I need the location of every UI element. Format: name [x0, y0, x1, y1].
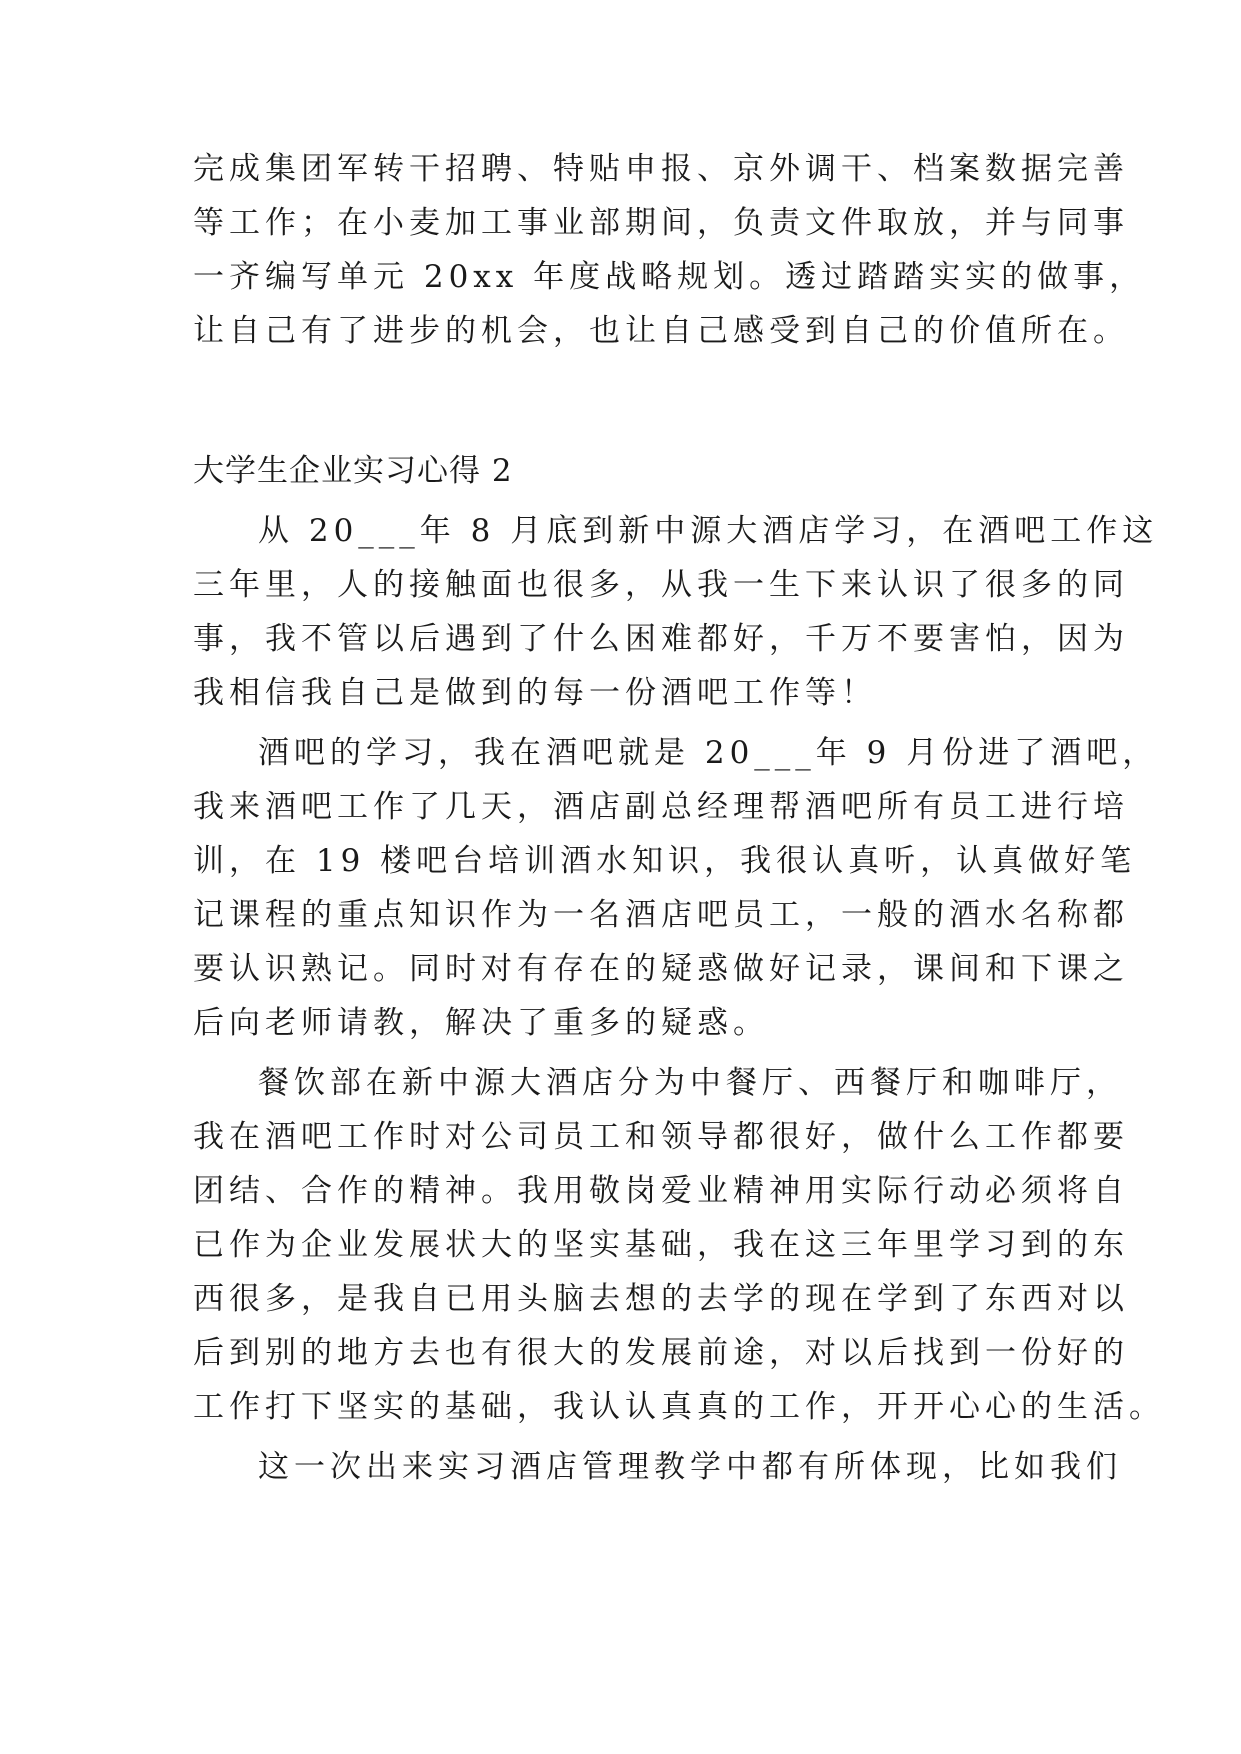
paragraph-line: 从 20___年 8 月底到新中源大酒店学习，在酒吧工作这	[258, 513, 1159, 549]
paragraph-line: 工作打下坚实的基础，我认认真真的工作，开开心心的生活。	[193, 1389, 1165, 1425]
paragraph-line: 后向老师请教，解决了重多的疑惑。	[193, 1005, 769, 1041]
paragraph-line: 记课程的重点知识作为一名酒店吧员工，一般的酒水名称都	[193, 897, 1129, 933]
paragraph-line: 事，我不管以后遇到了什么困难都好，千万不要害怕，因为	[193, 621, 1129, 657]
paragraph-line: 已作为企业发展状大的坚实基础，我在这三年里学习到的东	[193, 1227, 1129, 1263]
intro-line: 一齐编写单元 20xx 年度战略规划。透过踏踏实实的做事，	[193, 259, 1146, 295]
paragraph-line: 西很多，是我自已用头脑去想的去学的现在学到了东西对以	[193, 1281, 1129, 1317]
paragraph-line: 我在酒吧工作时对公司员工和领导都很好，做什么工作都要	[193, 1119, 1129, 1155]
paragraph-line: 团结、合作的精神。我用敬岗爱业精神用实际行动必须将自	[193, 1173, 1129, 1209]
intro-line: 等工作；在小麦加工事业部期间，负责文件取放，并与同事	[193, 205, 1129, 241]
paragraph-line: 酒吧的学习，我在酒吧就是 20___年 9 月份进了酒吧，	[258, 735, 1159, 771]
paragraph-line: 我相信我自己是做到的每一份酒吧工作等！	[193, 675, 877, 711]
paragraph-line: 我来酒吧工作了几天，酒店副总经理帮酒吧所有员工进行培	[193, 789, 1129, 825]
paragraph-line: 三年里，人的接触面也很多，从我一生下来认识了很多的同	[193, 567, 1129, 603]
intro-line: 让自己有了进步的机会，也让自己感受到自己的价值所在。	[193, 313, 1129, 349]
paragraph-line: 训，在 19 楼吧台培训酒水知识，我很认真听，认真做好笔	[193, 843, 1137, 879]
section-title: 大学生企业实习心得 2	[193, 453, 513, 489]
paragraph-line: 这一次出来实习酒店管理教学中都有所体现，比如我们	[258, 1449, 1122, 1485]
paragraph-line: 餐饮部在新中源大酒店分为中餐厅、西餐厅和咖啡厅，	[258, 1065, 1122, 1101]
intro-line: 完成集团军转干招聘、特贴申报、京外调干、档案数据完善	[193, 151, 1129, 187]
paragraph-line: 要认识熟记。同时对有存在的疑惑做好记录，课间和下课之	[193, 951, 1129, 987]
paragraph-line: 后到别的地方去也有很大的发展前途，对以后找到一份好的	[193, 1335, 1129, 1371]
